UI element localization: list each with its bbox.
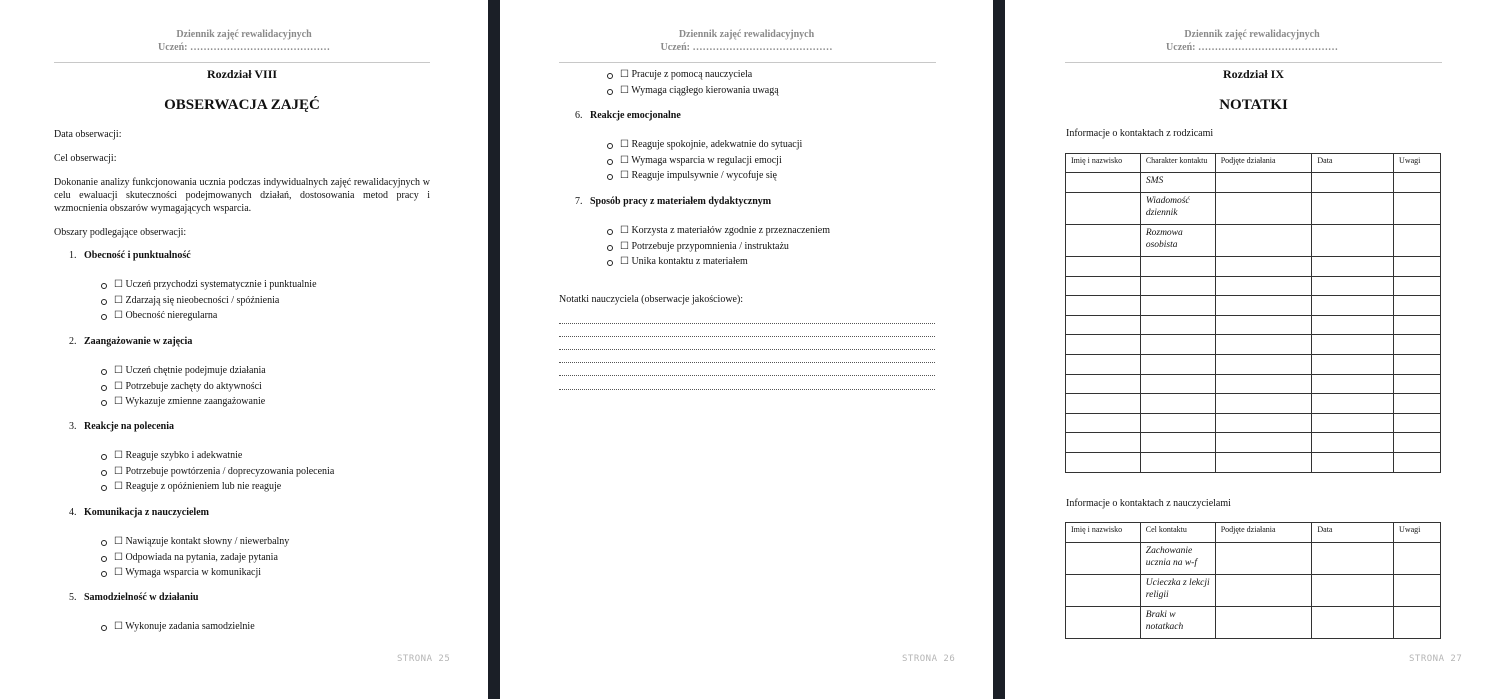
header-divider	[54, 62, 430, 63]
note-line[interactable]	[559, 362, 935, 363]
bullet-icon	[607, 73, 613, 79]
table-cell[interactable]	[1140, 315, 1215, 335]
header-student: Uczeń: ……………………………………	[1166, 42, 1338, 53]
checkbox-item[interactable]: ☐ Zdarzają się nieobecności / spóźnienia	[114, 294, 280, 306]
table-cell[interactable]	[1394, 257, 1441, 277]
bullet-icon	[101, 540, 107, 546]
header-student: Uczeń: ……………………………………	[660, 42, 833, 53]
table-cell[interactable]	[1312, 257, 1394, 277]
notes-label: Notatki nauczyciela (obserwacje jakościowe):	[559, 294, 744, 305]
table-cell[interactable]	[1215, 257, 1312, 277]
section-number: 7.	[575, 196, 583, 207]
column-header: Uwagi	[1394, 523, 1441, 543]
table-cell[interactable]	[1140, 394, 1215, 414]
note-line[interactable]	[559, 336, 935, 337]
section-number: 2.	[69, 336, 77, 347]
checkbox-item[interactable]: ☐ Potrzebuje zachęty do aktywności	[114, 380, 262, 392]
parents-label: Informacje o kontaktach z rodzicami	[1066, 128, 1214, 139]
section-title: Samodzielność w działaniu	[84, 592, 199, 603]
page-title: OBSERWACJA ZAJĘĆ	[164, 97, 320, 113]
table-cell[interactable]	[1140, 452, 1215, 472]
table-cell[interactable]	[1394, 173, 1441, 193]
section-number: 3.	[69, 421, 77, 432]
bullet-icon	[101, 571, 107, 577]
table-cell[interactable]	[1215, 315, 1312, 335]
checkbox-item[interactable]: ☐ Wymaga wsparcia w komunikacji	[114, 567, 262, 578]
bullet-icon	[101, 299, 107, 305]
table-row	[1066, 575, 1441, 607]
table-cell[interactable]	[1215, 543, 1312, 575]
table-cell[interactable]	[1312, 543, 1394, 575]
bullet-icon	[101, 283, 107, 289]
header-divider	[1065, 62, 1442, 63]
header-title: Dziennik zajęć rewalidacyjnych	[678, 29, 815, 40]
table-row	[1066, 543, 1441, 575]
areas-label: Obszary podlegające obserwacji:	[54, 227, 187, 238]
section-number: 4.	[69, 507, 77, 518]
header-student: Uczeń: ……………………………………	[158, 42, 330, 53]
table-cell[interactable]	[1066, 173, 1141, 193]
header-title: Dziennik zajęć rewalidacyjnych	[176, 29, 312, 40]
table-row	[1066, 193, 1441, 225]
table-cell[interactable]	[1215, 413, 1312, 433]
table-row	[1066, 354, 1441, 374]
table-cell[interactable]	[1312, 413, 1394, 433]
checkbox-item[interactable]: ☐ Uczeń przychodzi systematycznie i punktualnie	[114, 279, 317, 290]
table-cell[interactable]	[1066, 193, 1141, 225]
table-cell[interactable]	[1066, 433, 1141, 453]
table-cell[interactable]: Rozmowa osobista	[1140, 225, 1215, 257]
bullet-icon	[101, 314, 107, 320]
table-row	[1066, 315, 1441, 335]
section-title: Sposób pracy z materiałem dydaktycznym	[590, 196, 772, 207]
table-cell[interactable]: Ucieczka z lekcji religii	[1140, 575, 1215, 607]
bullet-icon	[101, 556, 107, 562]
page-number: STRONA 25	[397, 654, 451, 664]
table-cell[interactable]	[1394, 335, 1441, 355]
checkbox-item[interactable]: ☐ Odpowiada na pytania, zadaje pytania	[114, 551, 278, 563]
table-cell[interactable]	[1394, 413, 1441, 433]
bullet-icon	[607, 260, 613, 266]
table-cell[interactable]	[1312, 433, 1394, 453]
table-cell[interactable]	[1312, 193, 1394, 225]
description: Dokonanie analizy funkcjonowania ucznia podczas indywidualnych zajęć rewalidacyjnych w celu ewaluacji skuteczności podejmowanych działań, dostosowania metod pracy i wzmocnienia obszarów wymagających wsparcia.	[54, 177, 430, 214]
table-cell[interactable]	[1312, 452, 1394, 472]
table-cell[interactable]: Braki w notatkach	[1140, 607, 1215, 639]
page-number: STRONA 27	[1409, 654, 1463, 664]
table-row	[1066, 433, 1441, 453]
table-cell[interactable]	[1215, 452, 1312, 472]
bullet-icon	[607, 174, 613, 180]
teachers-contact-table	[1065, 522, 1441, 639]
section-number: 6.	[575, 110, 583, 121]
checkbox-item[interactable]: ☐ Unika kontaktu z materiałem	[620, 256, 748, 267]
bullet-icon	[101, 385, 107, 391]
table-cell[interactable]	[1312, 276, 1394, 296]
table-cell[interactable]	[1140, 413, 1215, 433]
table-cell[interactable]	[1215, 394, 1312, 414]
table-row	[1066, 335, 1441, 355]
table-cell[interactable]	[1394, 296, 1441, 316]
table-cell[interactable]	[1215, 193, 1312, 225]
table-cell[interactable]	[1140, 257, 1215, 277]
note-line[interactable]	[559, 323, 935, 324]
page-header	[0, 28, 488, 54]
table-row	[1066, 173, 1441, 193]
section-number: 5.	[69, 592, 77, 603]
bullet-icon	[101, 400, 107, 406]
column-header: Data	[1312, 523, 1394, 543]
checkbox-item[interactable]: ☐ Reaguje z opóźnieniem lub nie reaguje	[114, 481, 282, 492]
checkbox-item[interactable]: ☐ Wykazuje zmienne zaangażowanie	[114, 396, 266, 407]
checkbox-item[interactable]: ☐ Korzysta z materiałów zgodnie z przeznaczeniem	[620, 225, 830, 236]
table-cell[interactable]	[1066, 575, 1141, 607]
section-title: Zaangażowanie w zajęcia	[84, 336, 193, 347]
bullet-icon	[101, 369, 107, 375]
table-cell[interactable]	[1140, 354, 1215, 374]
section-title: Obecność i punktualność	[84, 250, 191, 261]
table-cell[interactable]	[1215, 296, 1312, 316]
table-cell[interactable]: Zachowanie ucznia na w-f	[1140, 543, 1215, 575]
table-cell[interactable]	[1066, 394, 1141, 414]
table-cell[interactable]: Wiadomość dziennik	[1140, 193, 1215, 225]
checkbox-item[interactable]: ☐ Reaguje szybko i adekwatnie	[114, 450, 243, 461]
table-cell[interactable]	[1215, 433, 1312, 453]
page-27	[1005, 0, 1499, 699]
table-cell[interactable]	[1312, 607, 1394, 639]
column-header: Podjęte działania	[1215, 523, 1312, 543]
table-cell[interactable]	[1140, 276, 1215, 296]
column-header: Podjęte działania	[1215, 154, 1312, 173]
table-cell[interactable]	[1066, 315, 1141, 335]
table-cell[interactable]	[1215, 354, 1312, 374]
table-cell[interactable]	[1066, 413, 1141, 433]
table-row	[1066, 607, 1441, 639]
table-row	[1066, 257, 1441, 277]
parents-contact-table	[1065, 153, 1441, 473]
column-header: Uwagi	[1394, 154, 1441, 173]
table-cell[interactable]	[1066, 257, 1141, 277]
table-cell[interactable]	[1312, 354, 1394, 374]
table-cell[interactable]	[1140, 374, 1215, 394]
teachers-label: Informacje o kontaktach z nauczycielami	[1066, 498, 1231, 509]
checkbox-item[interactable]: ☐ Pracuje z pomocą nauczyciela	[620, 69, 753, 80]
table-header-row	[1066, 523, 1441, 543]
header-divider	[559, 62, 936, 63]
table-cell[interactable]	[1140, 296, 1215, 316]
table-cell[interactable]	[1066, 225, 1141, 257]
table-row	[1066, 413, 1441, 433]
table-cell[interactable]	[1066, 335, 1141, 355]
table-cell[interactable]	[1312, 575, 1394, 607]
table-cell[interactable]	[1140, 433, 1215, 453]
table-cell[interactable]	[1215, 173, 1312, 193]
table-cell[interactable]	[1394, 374, 1441, 394]
table-row	[1066, 374, 1441, 394]
table-cell[interactable]	[1066, 354, 1141, 374]
section-title: Reakcje emocjonalne	[590, 110, 681, 121]
table-cell[interactable]	[1394, 193, 1441, 225]
checkbox-item[interactable]: ☐ Potrzebuje powtórzenia / doprecyzowania polecenia	[114, 465, 335, 477]
table-cell[interactable]	[1312, 225, 1394, 257]
note-line[interactable]	[559, 375, 935, 376]
bullet-icon	[607, 159, 613, 165]
page-number: STRONA 26	[902, 654, 956, 664]
bullet-icon	[607, 89, 613, 95]
checkbox-item[interactable]: ☐ Reaguje impulsywnie / wycofuje się	[620, 170, 777, 181]
table-cell[interactable]: SMS	[1140, 173, 1215, 193]
table-cell[interactable]	[1394, 433, 1441, 453]
checkbox-item[interactable]: ☐ Wykonuje zadania samodzielnie	[114, 621, 255, 632]
section-title: Komunikacja z nauczycielem	[84, 507, 209, 518]
table-cell[interactable]	[1394, 276, 1441, 296]
table-cell[interactable]	[1215, 225, 1312, 257]
goal-label: Cel obserwacji:	[54, 153, 117, 164]
bullet-icon	[101, 485, 107, 491]
table-cell[interactable]	[1312, 296, 1394, 316]
table-cell[interactable]	[1066, 543, 1141, 575]
bullet-icon	[607, 229, 613, 235]
table-cell[interactable]	[1394, 607, 1441, 639]
checkbox-item[interactable]: ☐ Wymaga ciągłego kierowania uwagą	[620, 84, 779, 96]
bullet-icon	[101, 454, 107, 460]
section-title: Reakcje na polecenia	[84, 421, 174, 432]
page-25	[0, 0, 488, 699]
table-cell[interactable]	[1215, 374, 1312, 394]
table-header-row	[1066, 154, 1441, 173]
table-cell[interactable]	[1312, 335, 1394, 355]
table-cell[interactable]	[1312, 315, 1394, 335]
column-header: Cel kontaktu	[1140, 523, 1215, 543]
table-cell[interactable]	[1394, 452, 1441, 472]
note-line[interactable]	[559, 349, 935, 350]
table-cell[interactable]	[1066, 276, 1141, 296]
date-label: Data obserwacji:	[54, 129, 122, 140]
table-cell[interactable]	[1394, 354, 1441, 374]
column-header: Imię i nazwisko	[1066, 523, 1141, 543]
table-row	[1066, 394, 1441, 414]
table-cell[interactable]	[1312, 374, 1394, 394]
table-row	[1066, 225, 1441, 257]
column-header: Data	[1312, 154, 1394, 173]
table-cell[interactable]	[1215, 335, 1312, 355]
bullet-icon	[101, 625, 107, 631]
checkbox-item[interactable]: ☐ Wymaga wsparcia w regulacji emocji	[620, 154, 782, 166]
table-cell[interactable]	[1394, 575, 1441, 607]
chapter-title: Rozdział VIII	[206, 67, 278, 81]
checkbox-item[interactable]: ☐ Potrzebuje przypomnienia / instruktażu	[620, 240, 789, 252]
column-header: Charakter kontaktu	[1140, 154, 1215, 173]
checkbox-item[interactable]: ☐ Obecność nieregularna	[114, 310, 218, 321]
table-row	[1066, 452, 1441, 472]
table-cell[interactable]	[1312, 394, 1394, 414]
section-number: 1.	[69, 250, 77, 261]
bullet-icon	[607, 143, 613, 149]
table-cell[interactable]	[1215, 575, 1312, 607]
checkbox-item[interactable]: ☐ Reaguje spokojnie, adekwatnie do sytuacji	[620, 139, 803, 150]
table-cell[interactable]	[1066, 452, 1141, 472]
table-cell[interactable]	[1215, 276, 1312, 296]
table-cell[interactable]	[1066, 374, 1141, 394]
table-cell[interactable]	[1394, 543, 1441, 575]
table-cell[interactable]	[1394, 394, 1441, 414]
page-26	[500, 0, 993, 699]
checkbox-item[interactable]: ☐ Uczeń chętnie podejmuje działania	[114, 365, 266, 376]
table-row	[1066, 276, 1441, 296]
checkbox-item[interactable]: ☐ Nawiązuje kontakt słowny / niewerbalny	[114, 536, 290, 547]
table-cell[interactable]	[1066, 607, 1141, 639]
table-cell[interactable]	[1394, 315, 1441, 335]
table-cell[interactable]	[1312, 173, 1394, 193]
bullet-icon	[101, 470, 107, 476]
header-title: Dziennik zajęć rewalidacyjnych	[1184, 29, 1320, 40]
page-header	[500, 28, 993, 54]
table-cell[interactable]	[1140, 335, 1215, 355]
chapter-title: Rozdział IX	[1223, 67, 1284, 81]
column-header: Imię i nazwisko	[1066, 154, 1141, 173]
bullet-icon	[607, 245, 613, 251]
table-cell[interactable]	[1394, 225, 1441, 257]
table-cell[interactable]	[1066, 296, 1141, 316]
page-header	[1005, 28, 1499, 54]
table-cell[interactable]	[1215, 607, 1312, 639]
page-title: NOTATKI	[1219, 97, 1288, 113]
note-line[interactable]	[559, 389, 935, 390]
table-row	[1066, 296, 1441, 316]
